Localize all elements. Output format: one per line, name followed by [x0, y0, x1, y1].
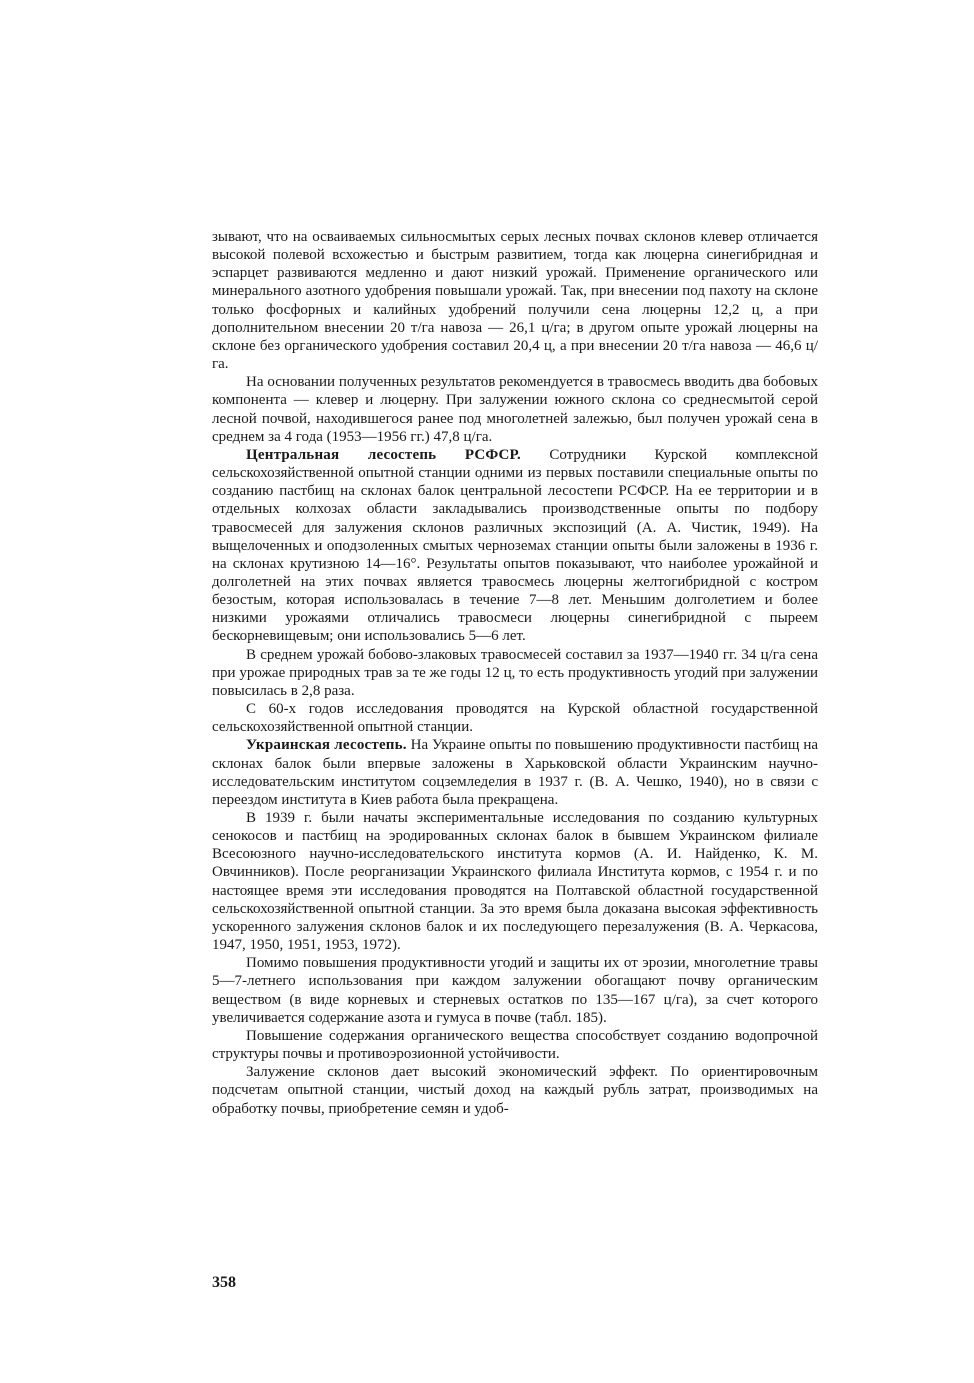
paragraph-7: [212, 809, 818, 954]
page-number: 358: [212, 1274, 236, 1291]
section-heading-ukrainian-forest-steppe: Украинская лесостепь.: [246, 737, 407, 754]
paragraph-text: зывают, что на осваиваемых сильносмытых серых лесных почвах склонов клевер отличается высокой полевой всхожестью и быстрым развитием, тогда как люцерна синегибридная и эспарцет развиваются медленно и дают низкий урожай. Применение органического или минерального азотного удобрения повышали урожай. Так, при внесении под пахоту на склоне только фосфорных и калийных удобрений получили сена люцерны 12,2 ц, а при дополнительном внесении 20 т/га навоза — 26,1 ц/га; в другом опыте урожай люцерны на склоне без органического удобрения составил 20,4 ц, а при внесении 20 т/га навоза — 46,6 ц/га.: [212, 229, 818, 373]
paragraph-text: На основании полученных результатов рекомендуется в травосмесь вводить два бобовых компонента — клевер и люцерну. При залужении южного склона со среднесмытой серой лесной почвой, находившегося ранее под многолетней залежью, был получен урожай сена в среднем за 4 года (1953—1956 гг.) 47,8 ц/га.: [212, 374, 818, 445]
paragraph-3: [212, 446, 818, 646]
paragraph-10: [212, 1063, 818, 1117]
paragraph-1: [212, 228, 818, 373]
paragraph-8: [212, 954, 818, 1027]
paragraph-text: Помимо повышения продуктивности угодий и защиты их от эрозии, многолетние травы 5—7-летнего использования при каждом залужении обогащают почву органическим веществом (в виде корневых и стерневых остатков по 135—167 ц/га), за счет которого увеличивается содержание азота и гумуса в почве (табл. 185).: [212, 955, 818, 1026]
paragraph-text: Повышение содержания органического вещества способствует созданию водопрочной структуры почвы и противоэрозионной устойчивости.: [212, 1027, 818, 1063]
paragraph-2: [212, 373, 818, 446]
paragraph-text: Залужение склонов дает высокий экономический эффект. По ориентировочным подсчетам опытной станции, чистый доход на каждый рубль затрат, производимых на обработку почвы, приобретение семян и удоб-: [212, 1064, 818, 1117]
paragraph-4: [212, 646, 818, 700]
paragraph-text: С 60-х годов исследования проводятся на Курской областной государственной сельскохозяйственной опытной станции.: [212, 701, 818, 736]
paragraph-text: В среднем урожай бобово-злаковых травосмесей составил за 1937—1940 гг. 34 ц/га сена при урожае природных трав за те же годы 12 ц, то есть продуктивность угодий при залужении повысилась в 2,8 раза.: [212, 646, 818, 699]
paragraph-9: [212, 1027, 818, 1063]
paragraph-6: [212, 736, 818, 809]
section-heading-central-forest-steppe: Центральная лесостепь РСФСР.: [246, 446, 521, 463]
paragraph-text: Сотрудники Курской комплексной сельскохозяйственной опытной станции одними из первых поставили специальные опыты по созданию пастбищ на склонах балок центральной лесостепи РСФСР. На ее территории и в отдельных колхозах области закладывались производственные опыты по подбору травосмесей для залужения склонов различных экспозиций (А. А. Чистик, 1949). На выщелоченных и оподзоленных смытых черноземах станции опыты были заложены в 1936 г. на склонах крутизною 14—16°. Результаты опытов показывают, что наиболее урожайной и долголетней на этих почвах является травосмесь люцерны желтогибридной с костром безостым, которая использовалась в течение 7—8 лет. Меньшим долголетием и более низкими урожаями отличались травосмеси люцерны синегибридной с пыреем бескорневищевым; они использовались 5—6 лет.: [212, 446, 818, 645]
paragraph-text: На Украине опыты по повышению продуктивности пастбищ на склонах балок были впервые заложены в Харьковской области Украинским научно-исследовательским институтом соцземледелия в 1937 г. (В. А. Чешко, 1940), но в связи с переездом института в Киев работа была прекращена.: [212, 737, 818, 808]
paragraph-text: В 1939 г. были начаты экспериментальные исследования по созданию культурных сенокосов и пастбищ на эродированных склонах балок в бывшем Украинском филиале Всесоюзного научно-исследовательского института кормов (А. И. Найденко, К. М. Овчинников). После реорганизации Украинского филиала Института кормов, с 1954 г. и по настоящее время эти исследования проводятся на Полтавской областной государственной сельскохозяйственной опытной станции. За это время была доказана высокая эффективность ускоренного залужения склонов балок и их последующего перезалужения (В. А. Черкасова, 1947, 1950, 1951, 1953, 1972).: [212, 810, 818, 954]
paragraph-5: [212, 700, 818, 736]
page-body: [212, 228, 818, 1118]
